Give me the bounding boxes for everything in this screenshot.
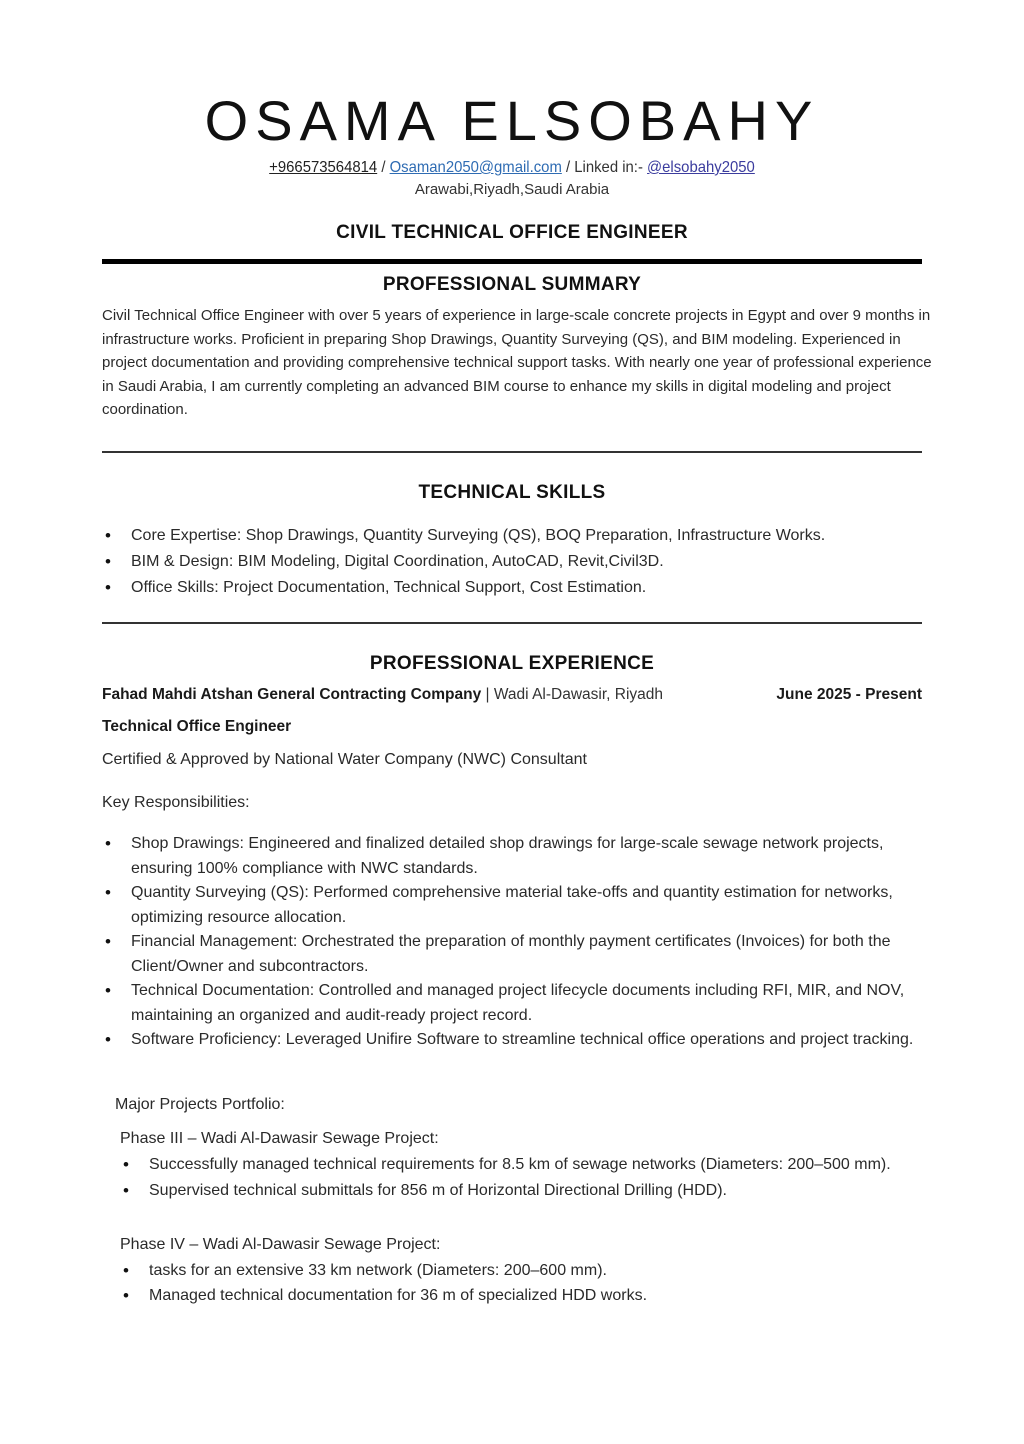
- summary-text: Civil Technical Office Engineer with over 5 years of experience in large-scale concrete projects in Egypt and over 9 months in infrastructure works. Proficient in preparing Shop Drawings, Quantity Surveying (QS), and BIM modeling. Experienced in project documentation and providing comprehensive technical support tasks. With nearly one year of professional experience in Saudi Arabia, I am currently completing an advanced BIM course to enhance my skills in digital modeling and project coordination.: [102, 307, 932, 418]
- section-divider: [102, 451, 922, 453]
- job-company-line: [102, 686, 663, 704]
- skills-list: [102, 523, 932, 601]
- linkedin-label: / Linked in:-: [561, 159, 648, 176]
- project-item: • tasks for an extensive 33 km network (Diameters: 200–600 mm).: [120, 1259, 950, 1284]
- job-header: [102, 686, 922, 704]
- candidate-name: OSAMA ELSOBAHY: [204, 89, 820, 152]
- location: Arawabi,Riyadh,Saudi Arabia: [414, 181, 610, 198]
- responsibility-item: • Quantity Surveying (QS): Performed comprehensive material take-offs and quantity estimation for networks, optimizing resource allocation.: [102, 881, 932, 930]
- section-divider: [102, 622, 922, 624]
- project-items: [120, 1259, 950, 1308]
- company-name: Fahad Mahdi Atshan General Contracting Company: [102, 686, 482, 703]
- skill-item: • BIM & Design: BIM Modeling, Digital Coordination, AutoCAD, Revit,Civil3D.: [102, 549, 932, 575]
- skill-item: • Core Expertise: Shop Drawings, Quantity Surveying (QS), BOQ Preparation, Infrastructure Works.: [102, 523, 932, 549]
- certification: Certified & Approved by National Water Company (NWC) Consultant: [102, 751, 587, 768]
- linkedin-link[interactable]: @elsobahy2050: [647, 159, 755, 176]
- contact-separator: /: [377, 159, 390, 176]
- project-items: [120, 1153, 950, 1203]
- summary-heading: PROFESSIONAL SUMMARY: [382, 274, 642, 295]
- responsibilities-label: Key Responsibilities:: [102, 794, 250, 811]
- role-title: CIVIL TECHNICAL OFFICE ENGINEER: [336, 222, 688, 243]
- portfolio-label: Major Projects Portfolio:: [115, 1096, 285, 1113]
- contact-line: [131, 158, 894, 178]
- project-title: Phase IV – Wadi Al-Dawasir Sewage Project:: [120, 1236, 441, 1253]
- project-item: • Supervised technical submittals for 856 m of Horizontal Directional Drilling (HDD).: [120, 1179, 950, 1204]
- responsibility-item: • Financial Management: Orchestrated the preparation of monthly payment certificates (Invoices) for both the Client/Owner and subcontractors.: [102, 930, 932, 979]
- project-item: • Managed technical documentation for 36 m of specialized HDD works.: [120, 1284, 950, 1309]
- skill-item: • Office Skills: Project Documentation, Technical Support, Cost Estimation.: [102, 575, 932, 601]
- job-dates: June 2025 - Present: [776, 686, 922, 703]
- project-title: Phase III – Wadi Al-Dawasir Sewage Project:: [120, 1130, 439, 1147]
- header-divider: [102, 259, 922, 264]
- experience-heading: PROFESSIONAL EXPERIENCE: [369, 653, 655, 674]
- skills-heading: TECHNICAL SKILLS: [418, 482, 606, 503]
- responsibility-item: • Technical Documentation: Controlled and managed project lifecycle documents including RFI, MIR, and NOV, maintaining an organized and audit-ready project record.: [102, 979, 932, 1028]
- job-title: Technical Office Engineer: [102, 718, 292, 735]
- job-location: | Wadi Al-Dawasir, Riyadh: [481, 686, 663, 703]
- responsibility-item: • Software Proficiency: Leveraged Unifire Software to streamline technical office operations and project tracking.: [102, 1028, 932, 1053]
- email-link[interactable]: Osaman2050@gmail.com: [389, 159, 562, 176]
- project-item: • Successfully managed technical requirements for 8.5 km of sewage networks (Diameters: 200–500 mm).: [120, 1153, 950, 1178]
- responsibilities-list: [102, 832, 932, 1053]
- responsibility-item: • Shop Drawings: Engineered and finalized detailed shop drawings for large-scale sewage network projects, ensuring 100% compliance with NWC standards.: [102, 832, 932, 881]
- phone-link[interactable]: +966573564814: [269, 159, 378, 176]
